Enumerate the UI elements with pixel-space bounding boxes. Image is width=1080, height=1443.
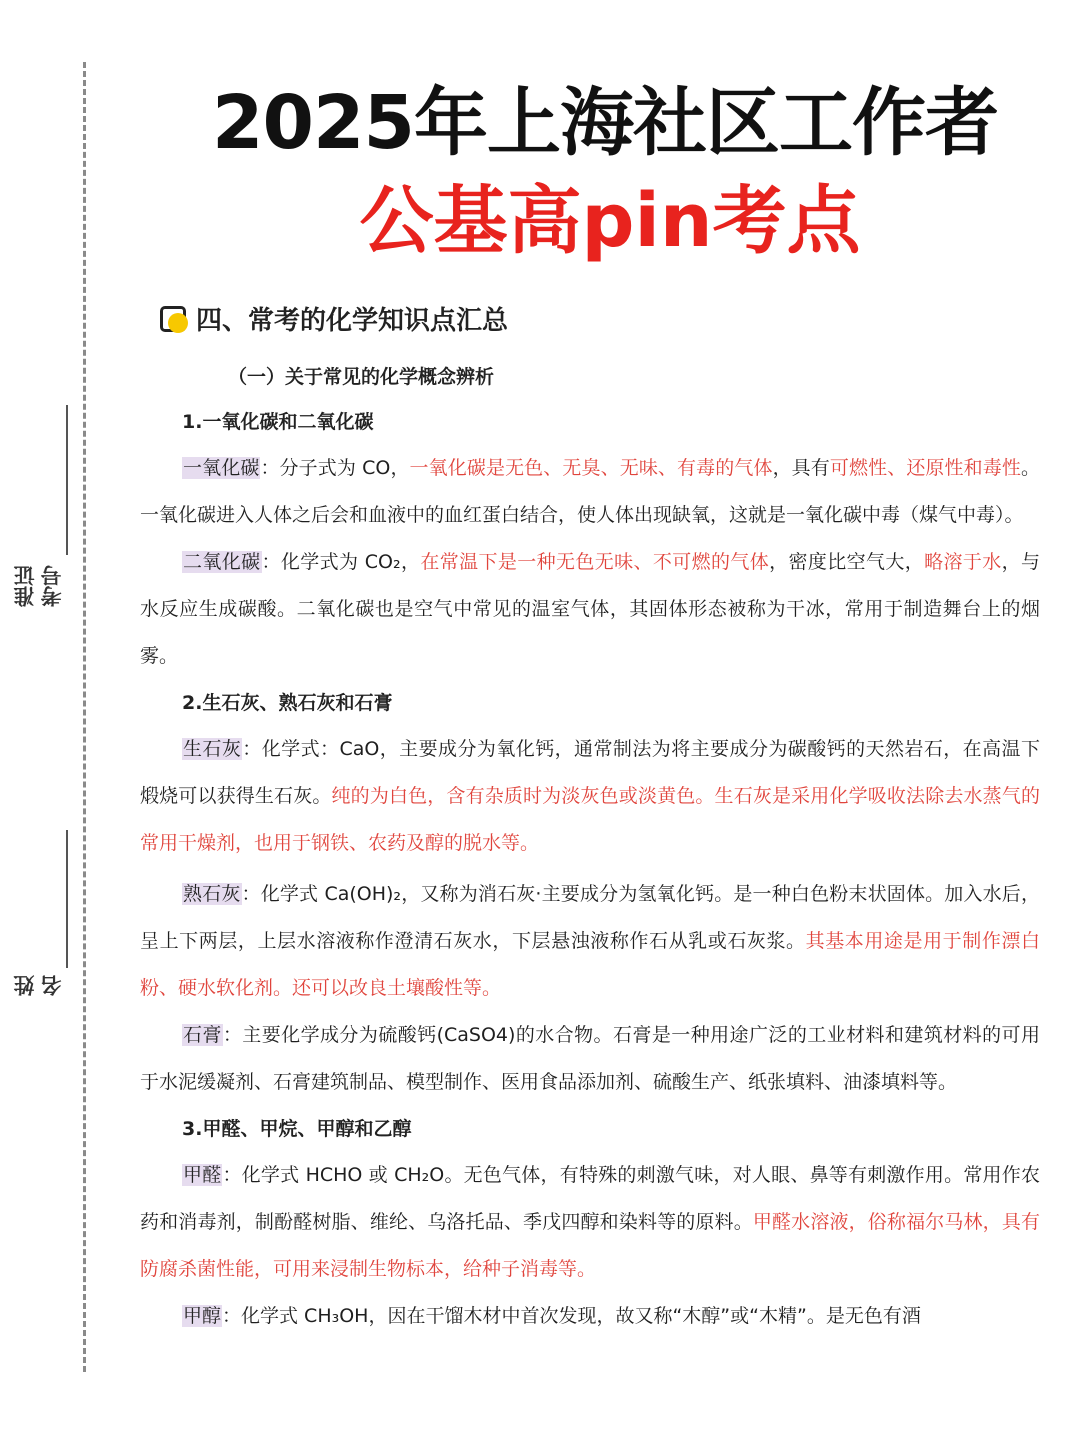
name-fill-line bbox=[66, 830, 68, 968]
name-label-col1: 姓 bbox=[13, 975, 37, 996]
document-body bbox=[140, 355, 1040, 1340]
pin-icon bbox=[160, 306, 186, 332]
section-heading-text: 四、常考的化学知识点汇总 bbox=[196, 306, 509, 336]
exam-id-label-col1: 准证 bbox=[13, 565, 37, 607]
page-title: 2025年上海社区工作者 bbox=[212, 80, 998, 166]
paragraph: 生石灰：化学式：CaO，主要成分为氧化钙，通常制法为将主要成分为碳酸钙的天然岩石，在高温下煅烧可以获得生石灰。纯的为白色，含有杂质时为淡灰色或淡黄色。生石灰是采用化学吸收法除去水蒸气的常用干燥剂，也用于钢铁、农药及醇的脱水等。 bbox=[140, 738, 1040, 854]
paragraph: 一氧化碳：分子式为 CO，一氧化碳是无色、无臭、无味、有毒的气体，具有可燃性、还原性和毒性。一氧化碳进入人体之后会和血液中的血红蛋白结合，使人体出现缺氧，这就是一氧化碳中毒（煤气中毒）。 bbox=[140, 457, 1040, 526]
exam-id-label-col2: 考号 bbox=[40, 565, 64, 607]
item-heading-aldehyde: 3.甲醛、甲烷、甲醇和乙醇 bbox=[182, 1118, 412, 1140]
paragraph: 石膏：主要化学成分为硫酸钙(CaSO4)的水合物。石膏是一种用途广泛的工业材料和建筑材料的可用于水泥缓凝剂、石膏建筑制品、模型制作、医用食品添加剂、硫酸生产、纸张填料、油漆填料等。 bbox=[140, 1024, 1040, 1093]
term-highlight: 熟石灰 bbox=[183, 883, 241, 905]
paragraph: 熟石灰：化学式 Ca(OH)₂，又称为消石灰·主要成分为氢氧化钙。是一种白色粉末状固体。加入水后，呈上下两层，上层水溶液称作澄清石灰水，下层悬浊液称作石从乳或石灰浆。其基本用途是用于制作漂白粉、硬水软化剂。还可以改良土壤酸性等。 bbox=[140, 883, 1040, 999]
section-heading bbox=[160, 300, 508, 337]
item-heading-lime: 2.生石灰、熟石灰和石膏 bbox=[182, 692, 393, 714]
exam-id-label bbox=[14, 565, 70, 607]
term-highlight: 石膏 bbox=[183, 1024, 222, 1046]
subsection-heading: （一）关于常见的化学概念辨析 bbox=[228, 366, 495, 388]
name-label-col2: 名 bbox=[40, 975, 64, 996]
name-label bbox=[14, 975, 70, 996]
item-heading-co: 1.一氧化碳和二氧化碳 bbox=[182, 411, 374, 433]
paragraph: 甲醛：化学式 HCHO 或 CH₂O。无色气体，有特殊的刺激气味，对人眼、鼻等有刺激作用。常用作农药和消毒剂，制酚醛树脂、维纶、乌洛托品、季戊四醇和染料等的原料。甲醛水溶液，俗称福尔马林，具有防腐杀菌性能，可用来浸制生物标本，给种子消毒等。 bbox=[140, 1164, 1040, 1280]
paragraph: 甲醇：化学式 CH₃OH，因在干馏木材中首次发现，故又称“木醇”或“木精”。是无色有酒 bbox=[183, 1305, 921, 1327]
paragraph: 二氧化碳：化学式为 CO₂，在常温下是一种无色无味、不可燃的气体，密度比空气大，略溶于水，与水反应生成碳酸。二氧化碳也是空气中常见的温室气体，其固体形态被称为干冰，常用于制造舞台上的烟雾。 bbox=[140, 551, 1040, 667]
term-highlight: 生石灰 bbox=[183, 738, 242, 760]
term-highlight: 甲醛 bbox=[183, 1164, 222, 1186]
exam-id-fill-line bbox=[66, 405, 68, 555]
term-highlight: 一氧化碳 bbox=[183, 457, 260, 479]
term-highlight: 二氧化碳 bbox=[183, 551, 261, 573]
page-subtitle: 公基高pin考点 bbox=[359, 178, 861, 264]
term-highlight: 甲醇 bbox=[183, 1305, 222, 1327]
